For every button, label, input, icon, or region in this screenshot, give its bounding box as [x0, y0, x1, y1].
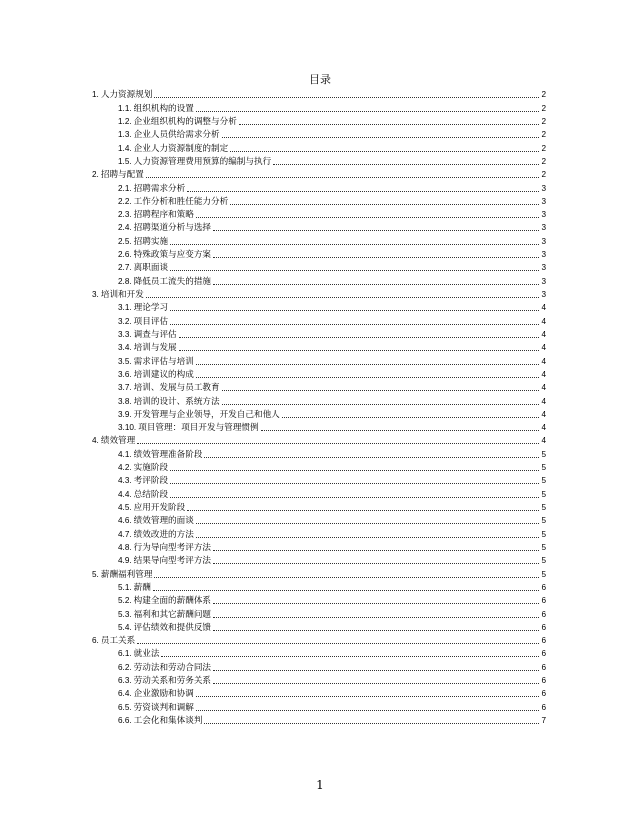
- toc-chapter-entry[interactable]: [92, 567, 546, 580]
- toc-entry-number: 2.3.: [118, 210, 132, 220]
- toc-entry-page: 6: [541, 689, 546, 699]
- toc-entry-number: 6.1.: [118, 649, 132, 659]
- toc-entry-number: 1.: [92, 90, 99, 100]
- toc-section-entry[interactable]: [92, 301, 546, 314]
- toc-entry-number: 5.3.: [118, 609, 132, 619]
- toc-entry-title: 考评阶段: [133, 476, 169, 487]
- toc-section-entry[interactable]: [92, 700, 546, 713]
- toc-entry-number: 4.8.: [118, 542, 132, 552]
- toc-section-entry[interactable]: [92, 714, 546, 727]
- toc-entry-page: 4: [541, 329, 546, 339]
- toc-entry-number: 2.2.: [118, 196, 132, 206]
- toc-entry-title: 招聘需求分析: [133, 183, 186, 194]
- toc-entry-title: 工会化和集体谈判: [133, 716, 203, 726]
- toc-section-entry[interactable]: [92, 274, 546, 287]
- toc-entry-page: 5: [541, 556, 546, 566]
- toc-section-entry[interactable]: [92, 155, 546, 168]
- toc-chapter-entry[interactable]: [92, 634, 546, 647]
- toc-entry-title: 薪酬: [133, 582, 151, 593]
- toc-entry-title: 开发管理与企业领导，开发自己和他人: [133, 409, 280, 420]
- toc-section-entry[interactable]: [92, 141, 546, 154]
- dot-leader: [239, 124, 540, 125]
- toc-entry-page: 5: [541, 449, 546, 459]
- toc-entry-title: 绩效管理的面谈: [133, 516, 194, 527]
- toc-section-entry[interactable]: [92, 101, 546, 114]
- toc-entry-number: 3.10.: [118, 423, 137, 433]
- toc-entry-title: 劳动法和劳动合同法: [133, 662, 212, 673]
- dot-leader: [196, 217, 540, 218]
- toc-section-entry[interactable]: [92, 368, 546, 381]
- toc-section-entry[interactable]: [92, 647, 546, 660]
- toc-entry-page: 3: [541, 183, 546, 193]
- dot-leader: [282, 417, 540, 418]
- dot-leader: [213, 550, 539, 551]
- toc-entry-title: 离职面谈: [133, 263, 169, 274]
- toc-chapter-entry[interactable]: [92, 168, 546, 181]
- toc-section-entry[interactable]: [92, 594, 546, 607]
- toc-section-entry[interactable]: [92, 660, 546, 673]
- dot-leader: [213, 670, 539, 671]
- toc-entry-number: 4.4.: [118, 489, 132, 499]
- toc-section-entry[interactable]: [92, 181, 546, 194]
- toc-entry-page: 2: [541, 170, 546, 180]
- toc-entry-page: 5: [541, 503, 546, 512]
- toc-entry-page: 3: [541, 250, 546, 260]
- toc-section-entry[interactable]: [92, 208, 546, 221]
- toc-entry-title: 项目管理：项目开发与管理惯例: [138, 423, 259, 434]
- toc-entry-page: 4: [541, 369, 546, 379]
- toc-entry-number: 1.5.: [118, 156, 132, 166]
- toc-entry-title: 招聘实施: [133, 236, 169, 247]
- dot-leader: [196, 696, 540, 697]
- toc-entry-page: 4: [541, 396, 546, 406]
- toc-entry-title: 调查与评估: [133, 329, 177, 340]
- dot-leader: [213, 683, 539, 684]
- toc-title: 目录: [309, 73, 331, 86]
- dot-leader: [196, 537, 540, 538]
- toc-entry-number: 6.4.: [118, 689, 132, 699]
- toc-section-entry[interactable]: [92, 527, 546, 540]
- toc-entry-title: 实施阶段: [133, 463, 169, 474]
- toc-section-entry[interactable]: [92, 314, 546, 327]
- toc-entry-number: 6.3.: [118, 676, 132, 686]
- toc-entry-page: 4: [541, 436, 546, 446]
- toc-section-entry[interactable]: [92, 607, 546, 620]
- toc-entry-page: 4: [541, 303, 546, 313]
- toc-entry-number: 3.8.: [118, 396, 132, 406]
- dot-leader: [137, 443, 539, 444]
- dot-leader: [179, 337, 540, 338]
- toc-section-entry[interactable]: [92, 487, 546, 500]
- toc-entry-number: 2.6.: [118, 250, 132, 260]
- toc-section-entry[interactable]: [92, 421, 546, 434]
- toc-entry-number: 3.1.: [118, 303, 132, 313]
- dot-leader: [170, 497, 539, 498]
- toc-entry-number: 1.2.: [118, 116, 132, 126]
- toc-entry-number: 4.6.: [118, 516, 132, 526]
- toc-entry-number: 5.1.: [118, 582, 132, 592]
- toc-entry-number: 4.: [92, 436, 99, 446]
- toc-entry-title: 企业人力资源制度的制定: [133, 143, 229, 154]
- toc-entry-page: 5: [541, 516, 546, 526]
- toc-chapter-entry[interactable]: [92, 88, 546, 101]
- toc-entry-title: 就业法: [133, 649, 160, 660]
- toc-entry-title: 人力资源管理费用预算的编制与执行: [133, 156, 272, 167]
- toc-entry-title: 企业组织机构的调整与分析: [133, 116, 237, 127]
- toc-entry-title: 评估绩效和提供反馈: [133, 622, 212, 633]
- toc-section-entry[interactable]: [92, 195, 546, 208]
- toc-entry-title: 培训与发展: [133, 343, 177, 354]
- toc-entry-page: 5: [541, 463, 546, 473]
- toc-entry-title: 培训和开发: [100, 290, 144, 300]
- dot-leader: [230, 204, 539, 205]
- toc-entry-title: 应用开发阶段: [133, 503, 186, 513]
- toc-entry-title: 特殊政策与应变方案: [133, 250, 212, 261]
- toc-entry-page: 6: [541, 609, 546, 619]
- toc-section-entry[interactable]: [92, 461, 546, 474]
- dot-leader: [213, 630, 539, 631]
- toc-entry-title: 员工关系: [100, 636, 136, 647]
- dot-leader: [196, 377, 540, 378]
- toc-entry-title: 招聘程序和策略: [133, 210, 194, 221]
- toc-section-entry[interactable]: [92, 541, 546, 554]
- toc-section-entry[interactable]: [92, 221, 546, 234]
- dot-leader: [196, 364, 540, 365]
- dot-leader: [170, 270, 539, 271]
- toc-entry-title: 培训建议的构成: [133, 369, 194, 380]
- toc-entry-title: 需求评估与培训: [133, 356, 194, 367]
- toc-section-entry[interactable]: [92, 554, 546, 567]
- toc-entry-page: 6: [541, 636, 546, 646]
- dot-leader: [222, 137, 540, 138]
- dot-leader: [196, 111, 540, 112]
- toc-entry-page: 2: [541, 143, 546, 153]
- toc-entry-page: 2: [541, 116, 546, 126]
- dot-leader: [153, 590, 540, 591]
- dot-leader: [213, 603, 539, 604]
- toc-entry-title: 招聘渠道分析与选择: [133, 223, 212, 234]
- toc-entry-number: 2.5.: [118, 236, 132, 246]
- toc-entry-title: 总结阶段: [133, 489, 169, 500]
- toc-entry-number: 6.5.: [118, 702, 132, 712]
- toc-entry-number: 4.7.: [118, 529, 132, 539]
- toc-entry-number: 4.2.: [118, 463, 132, 473]
- toc-entry-number: 2.7.: [118, 263, 132, 273]
- toc-section-entry[interactable]: [92, 248, 546, 261]
- dot-leader: [261, 430, 540, 431]
- toc-entry-title: 招聘与配置: [100, 170, 144, 181]
- dot-leader: [170, 310, 539, 311]
- dot-leader: [196, 523, 540, 524]
- toc-entry-page: 5: [541, 489, 546, 499]
- page-number: 1: [316, 778, 324, 792]
- toc-entry-page: 2: [541, 130, 546, 140]
- toc-entry-title: 绩效改进的方法: [133, 529, 194, 540]
- toc-chapter-entry[interactable]: [92, 288, 546, 301]
- toc-entry-page: 3: [541, 210, 546, 220]
- toc-entry-title: 结果导向型考评方法: [133, 556, 212, 567]
- toc-entry-page: 4: [541, 423, 546, 433]
- toc-entry-number: 1.3.: [118, 130, 132, 140]
- dot-leader: [146, 297, 540, 298]
- dot-leader: [204, 723, 539, 724]
- toc-entry-title: 培训的设计、系统方法: [133, 396, 220, 407]
- dot-leader: [137, 643, 539, 644]
- toc-entry-title: 组织机构的设置: [133, 103, 194, 114]
- toc-section-entry[interactable]: [92, 261, 546, 274]
- toc-entry-title: 人力资源规划: [100, 90, 153, 101]
- toc-entry-page: 4: [541, 409, 546, 419]
- toc-section-entry[interactable]: [92, 687, 546, 700]
- toc-section-entry[interactable]: [92, 328, 546, 341]
- toc-entry-title: 培训、发展与员工教育: [133, 383, 220, 394]
- toc-entry-page: 6: [541, 702, 546, 712]
- toc-entry-number: 2.4.: [118, 223, 132, 233]
- toc-entry-title: 构建全面的薪酬体系: [133, 596, 212, 607]
- dot-leader: [230, 151, 539, 152]
- dot-leader: [154, 97, 539, 98]
- toc-entry-number: 3.: [92, 290, 99, 299]
- toc-entry-page: 6: [541, 676, 546, 686]
- toc-entry-number: 4.9.: [118, 556, 132, 566]
- toc-entry-number: 3.9.: [118, 409, 132, 419]
- toc-section-entry[interactable]: [92, 394, 546, 407]
- dot-leader: [213, 563, 539, 564]
- dot-leader: [213, 284, 539, 285]
- toc-entry-page: 6: [541, 662, 546, 672]
- dot-leader: [213, 230, 539, 231]
- dot-leader: [161, 656, 539, 657]
- dot-leader: [196, 710, 540, 711]
- toc-entry-title: 项目评估: [133, 316, 169, 327]
- toc-section-entry[interactable]: [92, 501, 546, 514]
- toc-entry-number: 3.7.: [118, 383, 132, 393]
- toc-entry-number: 3.3.: [118, 329, 132, 339]
- toc-entry-page: 3: [541, 223, 546, 233]
- toc-entry-number: 5.2.: [118, 596, 132, 606]
- toc-section-entry[interactable]: [92, 474, 546, 487]
- dot-leader: [222, 390, 540, 391]
- toc-entry-page: 6: [541, 582, 546, 592]
- toc-entry-page: 4: [541, 343, 546, 353]
- toc-entry-number: 2.: [92, 170, 99, 180]
- toc-entry-page: 4: [541, 316, 546, 326]
- toc-entry-page: 5: [541, 542, 546, 552]
- toc-entry-number: 3.6.: [118, 369, 132, 379]
- toc-entry-page: 3: [541, 263, 546, 273]
- toc-entry-title: 福利和其它薪酬问题: [133, 609, 212, 620]
- toc-entry-page: 5: [541, 569, 546, 579]
- toc-section-entry[interactable]: [92, 234, 546, 247]
- toc-entry-title: 工作分析和胜任能力分析: [133, 196, 229, 207]
- toc-entry-title: 劳动关系和劳务关系: [133, 676, 212, 687]
- dot-leader: [154, 577, 539, 578]
- toc-entry-page: 2: [541, 90, 546, 100]
- toc-entry-number: 5.: [92, 569, 99, 579]
- toc-section-entry[interactable]: [92, 381, 546, 394]
- toc-entry-title: 劳资谈判和调解: [133, 702, 194, 713]
- toc-entry-page: 3: [541, 196, 546, 206]
- toc-entry-title: 降低员工流失的措施: [133, 276, 212, 287]
- toc-entry-page: 2: [541, 103, 546, 113]
- toc-entry-title: 理论学习: [133, 303, 169, 314]
- toc-section-entry[interactable]: [92, 581, 546, 594]
- toc-entry-page: 6: [541, 596, 546, 606]
- toc-entry-page: 6: [541, 649, 546, 659]
- toc-entry-title: 绩效管理准备阶段: [133, 449, 203, 460]
- toc-entry-page: 2: [541, 156, 546, 166]
- dot-leader: [170, 244, 539, 245]
- toc-entry-number: 2.8.: [118, 276, 132, 286]
- dot-leader: [187, 510, 539, 511]
- toc-entry-number: 6.6.: [118, 716, 132, 725]
- toc-section-entry[interactable]: [92, 408, 546, 421]
- toc-chapter-entry[interactable]: [92, 434, 546, 447]
- dot-leader: [170, 324, 539, 325]
- toc-entry-number: 4.3.: [118, 476, 132, 486]
- toc-entry-title: 绩效管理: [100, 436, 136, 447]
- toc-section-entry[interactable]: [92, 354, 546, 367]
- toc-entry-number: 5.4.: [118, 622, 132, 632]
- dot-leader: [146, 177, 540, 178]
- toc-entry-number: 1.4.: [118, 143, 132, 153]
- dot-leader: [170, 470, 539, 471]
- toc-entry-page: 3: [541, 236, 546, 246]
- toc-entry-page: 7: [541, 716, 546, 725]
- table-of-contents: [92, 88, 546, 727]
- toc-entry-number: 4.1.: [118, 449, 132, 459]
- toc-entry-number: 3.5.: [118, 356, 132, 366]
- toc-entry-page: 6: [541, 622, 546, 632]
- toc-entry-number: 6.2.: [118, 662, 132, 672]
- toc-entry-number: 3.2.: [118, 316, 132, 326]
- toc-entry-number: 6.: [92, 636, 99, 646]
- toc-entry-title: 企业人员供给需求分析: [133, 130, 220, 141]
- toc-section-entry[interactable]: [92, 674, 546, 687]
- dot-leader: [213, 257, 539, 258]
- toc-section-entry[interactable]: [92, 128, 546, 141]
- toc-entry-title: 行为导向型考评方法: [133, 542, 212, 553]
- dot-leader: [170, 483, 539, 484]
- dot-leader: [213, 617, 539, 618]
- toc-entry-page: 5: [541, 476, 546, 486]
- dot-leader: [187, 191, 539, 192]
- toc-entry-title: 薪酬福利管理: [100, 569, 153, 580]
- toc-entry-page: 4: [541, 356, 546, 366]
- dot-leader: [222, 404, 540, 405]
- toc-section-entry[interactable]: [92, 514, 546, 527]
- toc-entry-page: 3: [541, 276, 546, 286]
- dot-leader: [204, 457, 539, 458]
- toc-entry-page: 3: [541, 290, 546, 299]
- toc-entry-page: 5: [541, 529, 546, 539]
- dot-leader: [273, 164, 539, 165]
- dot-leader: [179, 350, 540, 351]
- toc-section-entry[interactable]: [92, 341, 546, 354]
- toc-entry-number: 2.1.: [118, 183, 132, 193]
- toc-section-entry[interactable]: [92, 621, 546, 634]
- toc-section-entry[interactable]: [92, 115, 546, 128]
- toc-entry-number: 4.5.: [118, 503, 132, 512]
- toc-entry-number: 3.4.: [118, 343, 132, 353]
- toc-entry-title: 企业激励和协调: [133, 689, 194, 700]
- toc-entry-number: 1.1.: [118, 103, 132, 113]
- toc-entry-page: 4: [541, 383, 546, 393]
- toc-section-entry[interactable]: [92, 447, 546, 460]
